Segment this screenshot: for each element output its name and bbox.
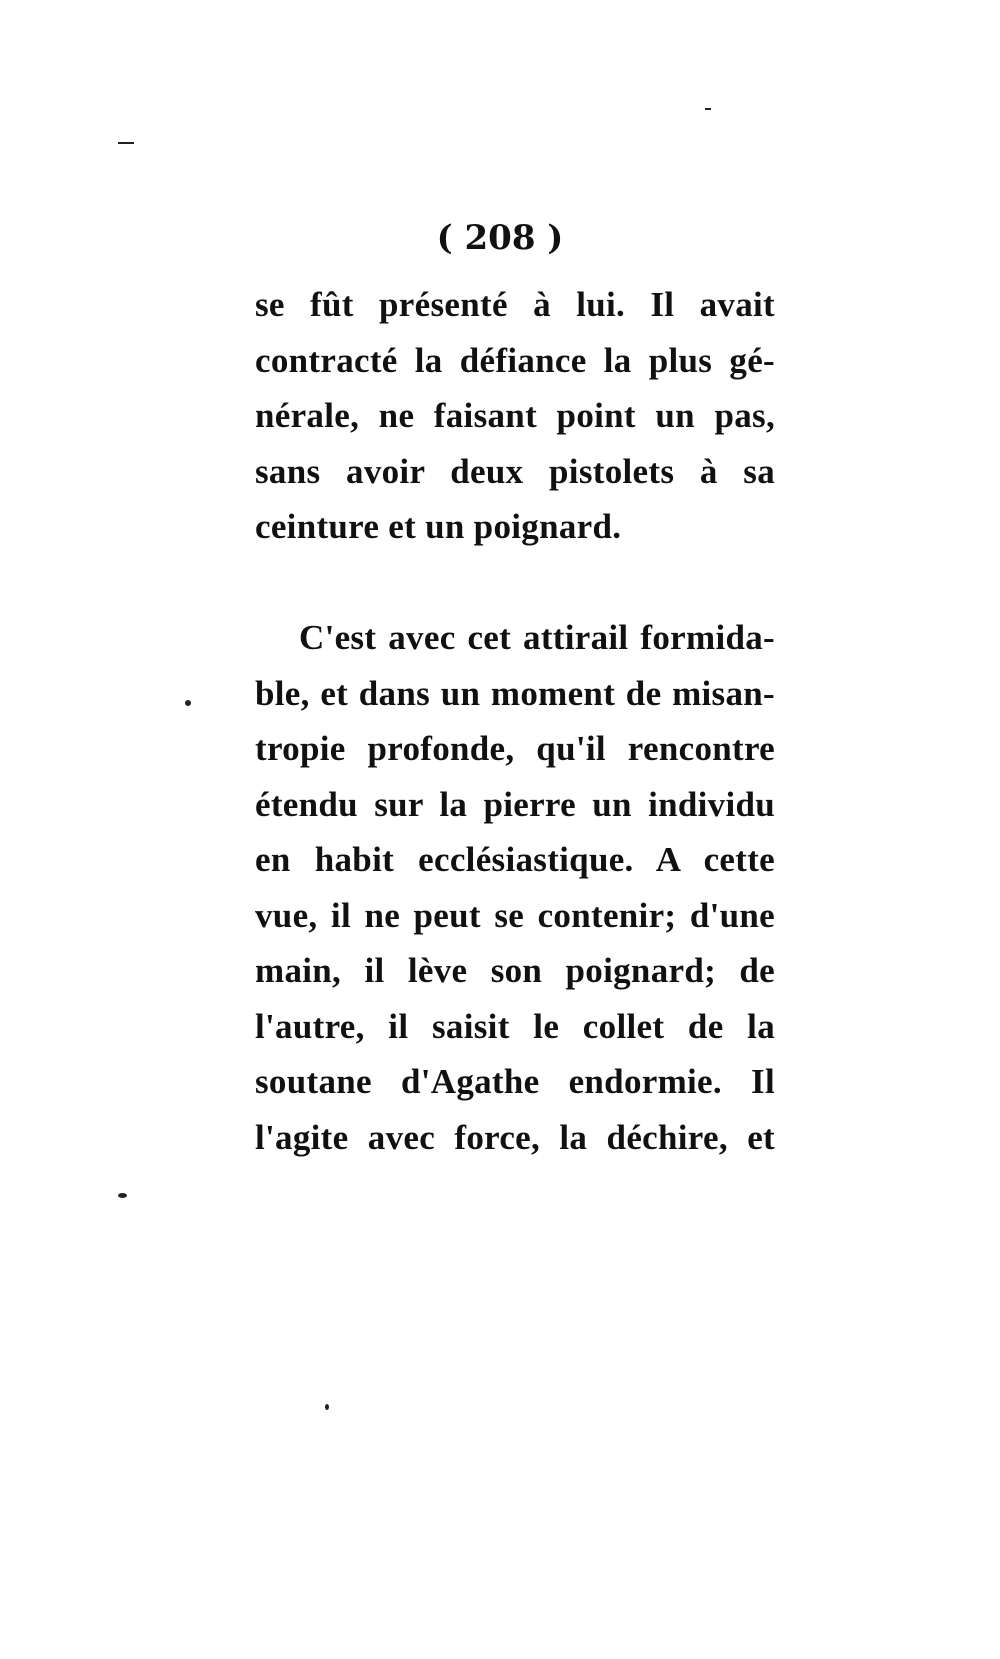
text-line: sans avoir deux pistolets à sa xyxy=(255,451,775,491)
text-line: vue, il ne peut se contenir; d'une xyxy=(255,895,775,935)
paragraph-1 xyxy=(255,277,775,555)
scan-speck xyxy=(185,700,191,706)
text-line: étendu sur la pierre un individu xyxy=(255,784,775,824)
text-line: main, il lève son poignard; de xyxy=(255,951,775,990)
scan-speck xyxy=(118,1193,127,1198)
text-line: C'est avec cet attirail formida- xyxy=(299,618,775,657)
text-line: l'autre, il saisit le collet de la xyxy=(255,1006,775,1046)
paragraph-2 xyxy=(255,610,775,1165)
text-line: nérale, ne faisant point un pas, xyxy=(255,396,775,435)
scan-speck xyxy=(325,1404,329,1410)
text-line: se fût présenté à lui. Il avait xyxy=(255,285,775,324)
scan-speck xyxy=(118,142,134,144)
text-line: ble, et dans un moment de misan- xyxy=(255,673,775,713)
text-line: en habit ecclésiastique. A cette xyxy=(255,840,775,879)
text-line: soutane d'Agathe endormie. Il xyxy=(255,1062,775,1101)
scan-speck xyxy=(705,108,711,110)
page-number: ( 208 ) xyxy=(436,218,564,258)
text-line: l'agite avec force, la déchire, et xyxy=(255,1117,775,1157)
text-line: contracté la défiance la plus gé- xyxy=(255,340,775,380)
text-line: tropie profonde, qu'il rencontre xyxy=(255,729,775,768)
text-line: ceinture et un poignard. xyxy=(255,507,622,546)
